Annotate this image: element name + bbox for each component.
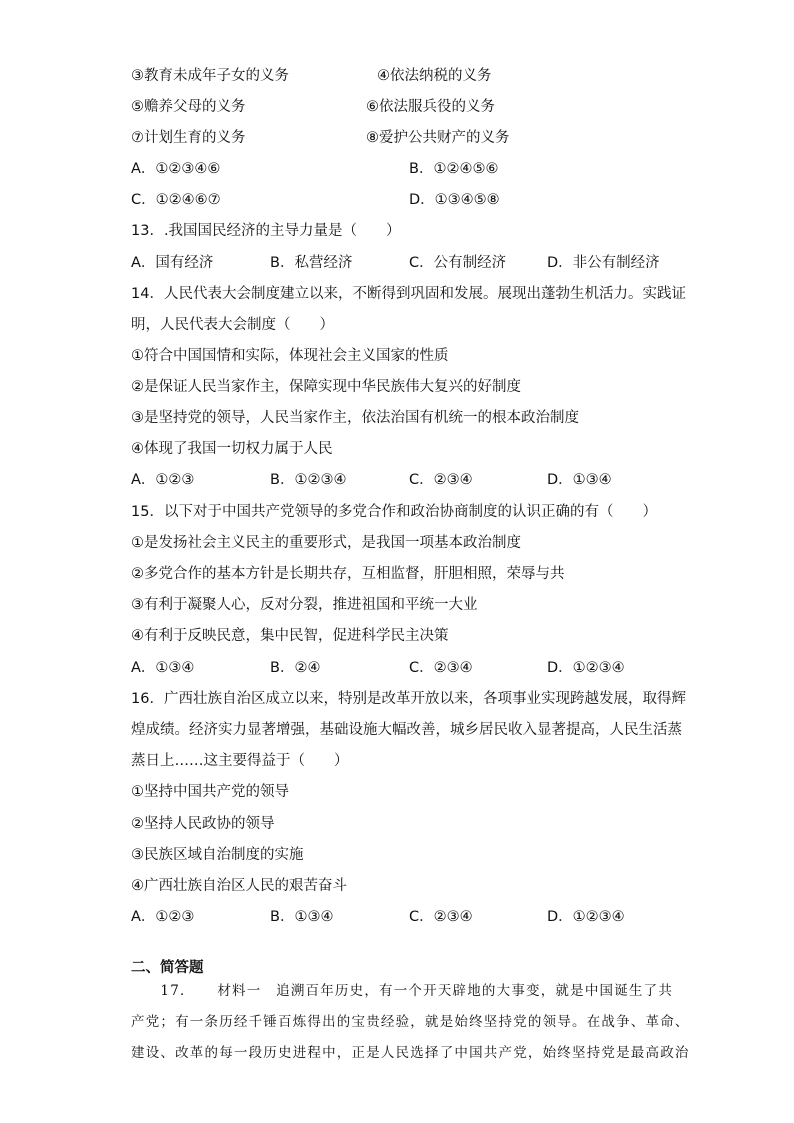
q12-item-6: ⑥依法服兵役的义务	[366, 99, 495, 115]
q14-item-1: ①符合中国国情和实际，体现社会主义国家的性质	[131, 348, 449, 364]
q12-option-b: B．①②④⑤⑥	[409, 161, 499, 177]
q14-option-c: C．②③④	[409, 472, 473, 488]
q12-option-d: D．①③④⑤⑧	[409, 192, 500, 208]
q13-option-c: C．公有制经济	[409, 255, 507, 271]
q14-stem-line-2: 明，人民代表大会制度（ ）	[131, 317, 334, 333]
q13-option-a: A．国有经济	[131, 255, 214, 271]
q12-item-3: ③教育未成年子女的义务	[131, 68, 289, 84]
q16-item-2: ②坚持人民政协的领导	[131, 816, 275, 832]
q15-item-2: ②多党合作的基本方针是长期共存，互相监督，肝胆相照，荣辱与共	[131, 566, 565, 582]
q16-item-4: ④广西壮族自治区人民的艰苦奋斗	[131, 878, 347, 894]
q13-option-b: B．私营经济	[270, 255, 353, 271]
q14-item-3: ③是坚持党的领导，人民当家作主，依法治国有机统一的根本政治制度	[131, 410, 579, 426]
q16-stem-line-1: 16．广西壮族自治区成立以来，特别是改革开放以来，各项事业实现跨越发展，取得辉	[131, 691, 686, 707]
q14-option-d: D．①③④	[547, 472, 612, 488]
q15-item-3: ③有利于凝聚人心，反对分裂，推进祖国和平统一大业	[131, 597, 478, 613]
q14-stem-line-1: 14．人民代表大会制度建立以来，不断得到巩固和发展。展现出蓬勃生机活力。实践证	[131, 286, 686, 302]
q12-option-c: C．①②④⑥⑦	[131, 192, 221, 208]
q16-item-1: ①坚持中国共产党的领导	[131, 784, 289, 800]
q15-stem: 15．以下对于中国共产党领导的多党合作和政治协商制度的认识正确的有（ ）	[131, 504, 657, 520]
q12-item-5: ⑤赡养父母的义务	[131, 99, 246, 115]
q16-stem-line-2: 煌成绩。经济实力显著增强，基础设施大幅改善，城乡居民收入显著提高，人民生活蒸	[131, 722, 682, 738]
q12-item-8: ⑧爱护公共财产的义务	[366, 130, 510, 146]
q14-option-b: B．①②③④	[270, 472, 347, 488]
q15-option-a: A．①③④	[131, 660, 195, 676]
q17-line-3: 建设、改革的每一段历史进程中，正是人民选择了中国共产党，始终坚持党是最高政治	[131, 1045, 690, 1061]
q16-stem-line-3: 蒸日上……这主要得益于（ ）	[131, 753, 349, 769]
q15-item-1: ①是发扬社会主义民主的重要形式，是我国一项基本政治制度	[131, 535, 521, 551]
q15-item-4: ④有利于反映民意，集中民智，促进科学民主决策	[131, 628, 449, 644]
q14-option-a: A．①②③	[131, 472, 195, 488]
q12-item-7: ⑦计划生育的义务	[131, 130, 246, 146]
q16-option-b: B．①③④	[270, 909, 334, 925]
q14-item-2: ②是保证人民当家作主，保障实现中华民族伟大复兴的好制度	[131, 379, 521, 395]
q16-option-c: C．②③④	[409, 909, 473, 925]
q13-option-d: D．非公有制经济	[547, 255, 660, 271]
q12-item-4: ④依法纳税的义务	[377, 68, 492, 84]
q15-option-d: D．①②③④	[547, 660, 625, 676]
section-title-short-answer: 二、简答题	[131, 960, 204, 976]
q12-option-a: A．①②③④⑥	[131, 161, 221, 177]
q14-item-4: ④体现了我国一切权力属于人民	[131, 441, 333, 457]
q16-option-d: D．①②③④	[547, 909, 625, 925]
q15-option-b: B．②④	[270, 660, 321, 676]
q17-line-1: 17． 材料一 追溯百年历史，有一个开天辟地的大事变，就是中国诞生了共	[131, 983, 674, 999]
q16-option-a: A．①②③	[131, 909, 195, 925]
q13-stem: 13．.我国国民经济的主导力量是（ ）	[131, 223, 401, 239]
q16-item-3: ③民族区域自治制度的实施	[131, 847, 304, 863]
q17-line-2: 产党；有一条历经千锤百炼得出的宝贵经验，就是始终坚持党的领导。在战争、革命、	[131, 1014, 690, 1030]
q15-option-c: C．②③④	[409, 660, 473, 676]
